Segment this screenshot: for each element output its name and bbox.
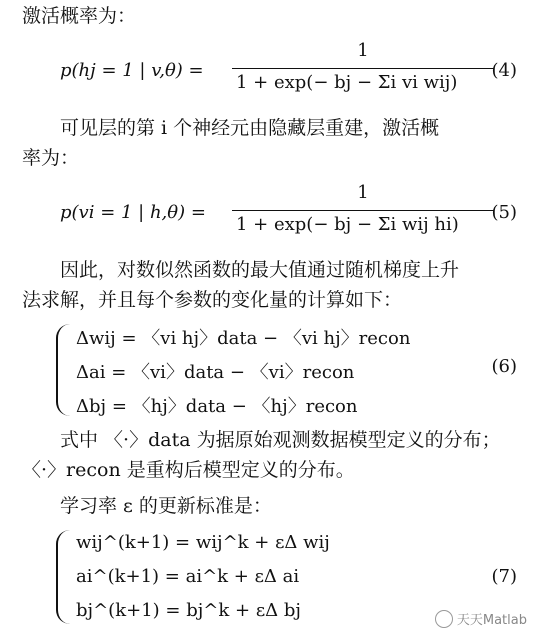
wechat-icon <box>435 610 453 628</box>
equation-5 <box>0 180 537 250</box>
eq4-fraction-bar <box>232 68 494 69</box>
text-para-2b: 率为： <box>22 147 80 169</box>
eq7-brace <box>56 530 74 624</box>
eq4-lhs: p(hj = 1 | v,θ) = <box>60 60 204 81</box>
watermark <box>435 609 527 628</box>
eq5-denominator: 1 + exp(− bj − Σi wij hi) <box>236 214 459 235</box>
text-para-5: 学习率 ε 的更新标准是： <box>22 495 272 517</box>
text-para-3a: 因此，对数似然函数的最大值通过随机梯度上升 <box>22 259 460 281</box>
equation-6 <box>0 322 537 420</box>
eq6-brace <box>56 324 74 416</box>
eq7-number: (7) <box>491 566 517 587</box>
eq6-line-3: Δbj = 〈hj〉data − 〈hj〉recon <box>76 396 358 417</box>
eq5-numerator: 1 <box>357 182 369 203</box>
eq6-number: (6) <box>491 356 517 377</box>
text-para-4a: 式中 〈·〉data 为据原始观测数据模型定义的分布； <box>22 429 501 451</box>
watermark-text: 天天Matlab <box>456 613 527 628</box>
text-line-1: 激活概率为： <box>22 5 137 27</box>
eq4-numerator: 1 <box>357 40 369 61</box>
text-para-4b: 〈·〉recon 是重构后模型定义的分布。 <box>22 459 355 481</box>
text-para-2a: 可见层的第 i 个神经元由隐藏层重建，激活概 <box>22 117 440 139</box>
eq5-number: (5) <box>491 202 517 223</box>
eq5-lhs: p(vi = 1 | h,θ) = <box>60 202 206 223</box>
eq6-line-1: Δwij = 〈vi hj〉data − 〈vi hj〉recon <box>76 328 411 349</box>
eq6-line-2: Δai = 〈vi〉data − 〈vi〉recon <box>76 362 355 383</box>
equation-4 <box>0 38 537 108</box>
eq7-line-3: bj^(k+1) = bj^k + εΔ bj <box>76 600 301 621</box>
eq7-line-1: wij^(k+1) = wij^k + εΔ wij <box>76 532 330 553</box>
eq5-fraction-bar <box>232 210 494 211</box>
eq7-line-2: ai^(k+1) = ai^k + εΔ ai <box>76 566 300 587</box>
text-para-3b: 法求解，并且每个参数的变化量的计算如下： <box>22 289 403 311</box>
eq4-denominator: 1 + exp(− bj − Σi vi wij) <box>236 72 458 93</box>
eq4-number: (4) <box>491 60 517 81</box>
